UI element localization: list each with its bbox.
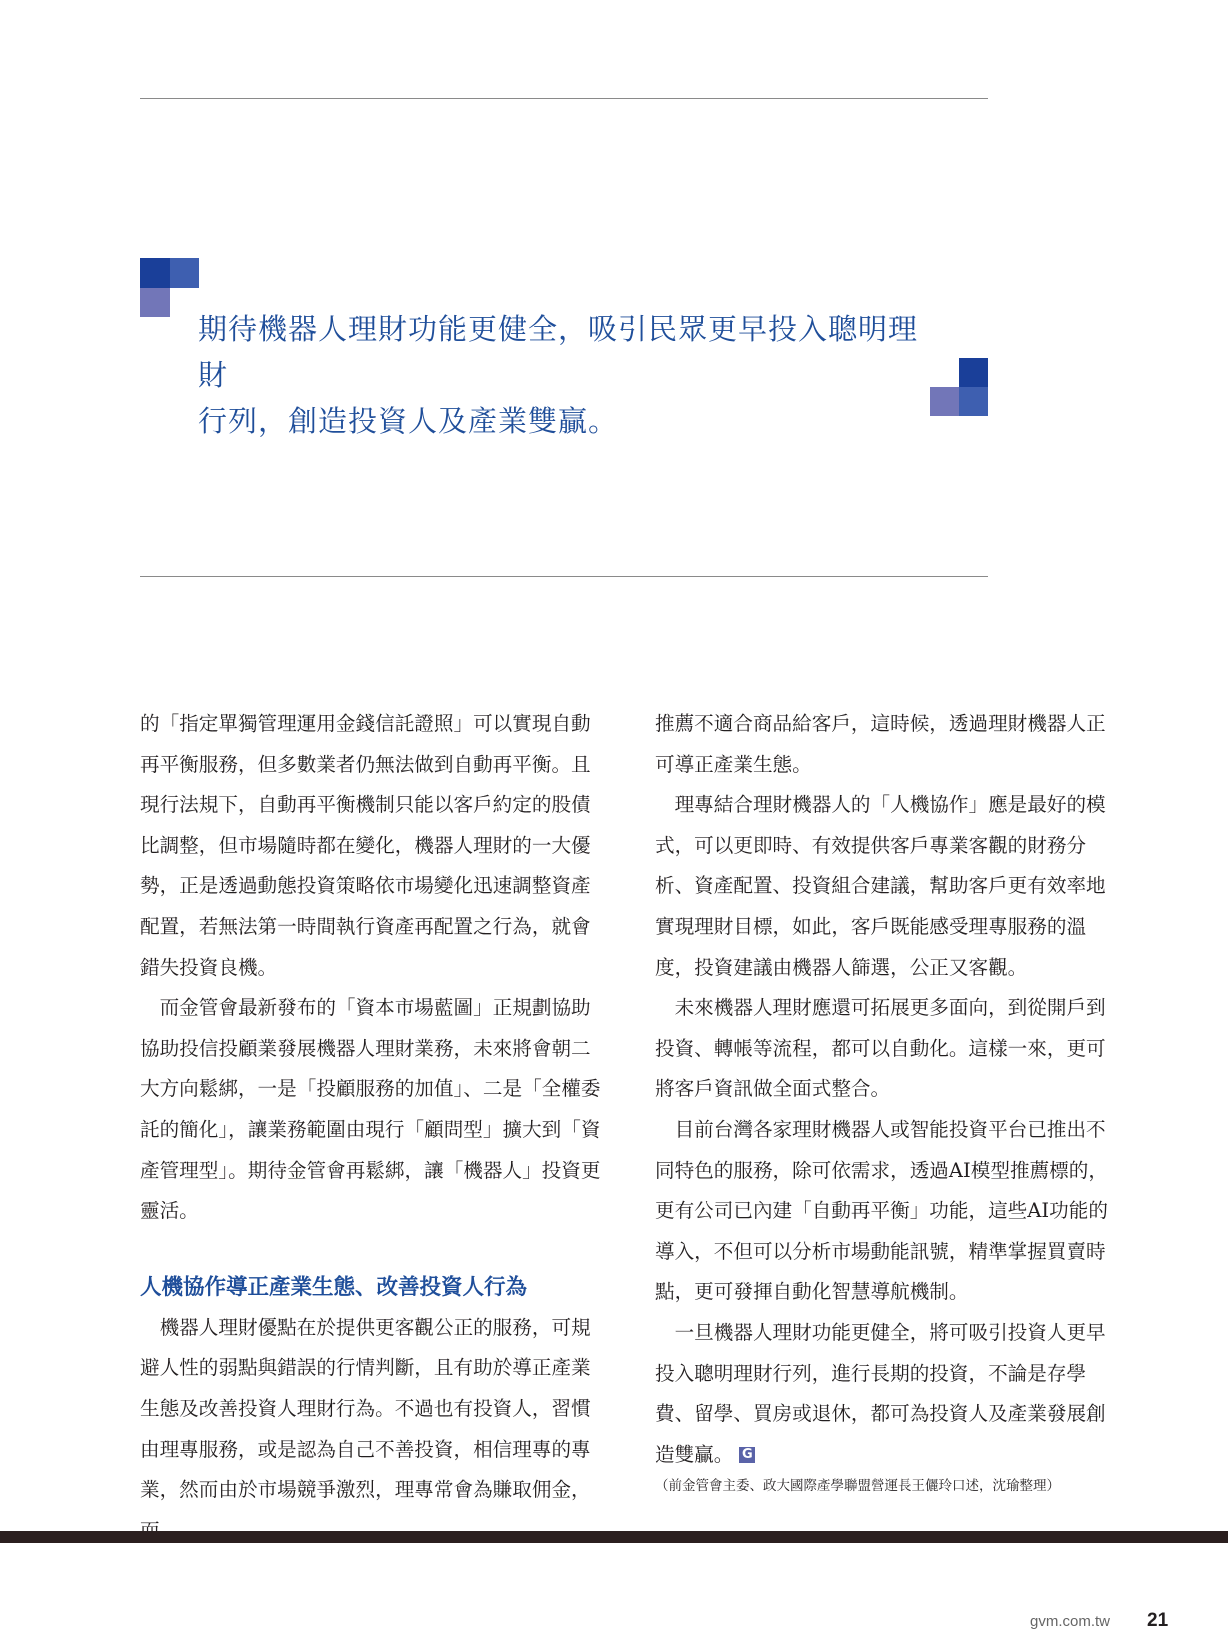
body-paragraph: 機器人理財優點在於提供更客觀公正的服務，可規避人性的弱點與錯誤的行情判斷，且有助於導正產業生態及改善投資人理財行為。不過也有投資人，習慣由理專服務，或是認為自己不善投資，相信理專的專業，然而由於市場競爭激烈，理專常會為賺取佣金，: [140, 1315, 591, 1502]
body-paragraph: 的「指定單獨管理運用金錢信託證照」可以實現自動再平衡服務，但多數業者仍無法做到自動再平衡。且現行法規下，自動再平衡機制只能以客戶約定的股債比調整，但市場隨時都在變化，機器人理財的一大優勢，正是透過動態投資策略依市場變化迅速調整資產配置，若無法第一時間執行資產再配置之行為，就會錯失投資良機。: [140, 712, 591, 979]
pull-quote: [198, 306, 938, 444]
top-rule: [140, 98, 988, 99]
bottom-rule: [140, 576, 988, 577]
gvm-end-mark-icon: G: [739, 1447, 755, 1463]
pull-quote-line-2: 行列，創造投資人及產業雙贏。: [198, 404, 619, 438]
page-number: 21: [1147, 1610, 1169, 1631]
section-heading: 人機協作導正產業生態、改善投資人行為: [140, 1274, 528, 1300]
footer-bar: [0, 1531, 1228, 1543]
body-paragraph: 推薦不適合商品給客戶，這時候，透過理財機器人正可導正產業生態。: [655, 712, 1106, 776]
body-paragraph: 而金管會最新發布的「資本市場藍圖」正規劃協助協助投信投顧業發展機器人理財業務，未來將會朝二大方向鬆綁，一是「投顧服務的加值」、二是「全權委託的簡化」，讓業務範圍由現行「顧問型」擴大到「資產管理型」。期待金管會再鬆綁，讓「機器人」投資更靈活。: [140, 996, 601, 1223]
body-paragraph: 未來機器人理財應還可拓展更多面向，到從開戶到投資、轉帳等流程，都可以自動化。這樣一來，更可將客戶資訊做全面式整合。: [655, 996, 1106, 1101]
right-column: [655, 704, 1125, 1475]
author-credit: （前金管會主委、政大國際產學聯盟營運長王儷玲口述，沈瑜整理）: [655, 1478, 1060, 1494]
body-paragraph: 目前台灣各家理財機器人或智能投資平台已推出不同特色的服務，除可依需求，透過AI模型推薦標的，更有公司已內建「自動再平衡」功能，這些AI功能的導入，不但可以分析市場動能訊號，精準掌握買賣時點，更可發揮自動化智慧導航機制。: [655, 1117, 1108, 1304]
footer-site: gvm.com.tw: [1030, 1613, 1111, 1630]
final-paragraph: [655, 1313, 1125, 1475]
pull-quote-line-1: 期待機器人理財功能更健全，吸引民眾更早投入聰明理財: [198, 312, 919, 392]
body-text: 一旦機器人理財功能更健全，將可吸引投資人更早投入聰明理財行列，進行長期的投資，不論是存學費、留學、買房或退休，都可為投資人及產業發展創造雙贏。: [655, 1320, 1106, 1466]
left-column: [140, 704, 610, 1551]
body-paragraph: 理專結合理財機器人的「人機協作」應是最好的模式，可以更即時、有效提供客戶專業客觀的財務分析、資產配置、投資組合建議，幫助客戶更有效率地實現理財目標，如此，客戶既能感受理專服務的溫度，投資建議由機器人篩選，公正又客觀。: [655, 793, 1106, 979]
